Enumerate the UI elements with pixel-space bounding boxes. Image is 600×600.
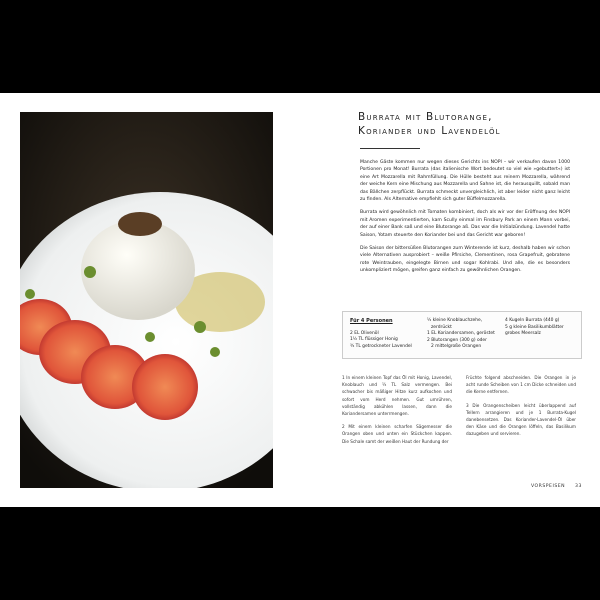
ingredient: zerdrückt (431, 324, 452, 330)
step: Früchte folgend abschneiden. Die Orangen in je acht runde Scheiben von 1 cm Dicke schneiden und die Kerne entfernen. (466, 375, 576, 395)
ingredient: 2 EL Olivenöl (350, 330, 379, 336)
section-name: VORSPEISEN (531, 484, 566, 489)
ingredient: 4 Kugeln Burrata (440 g) (505, 318, 560, 323)
page-number: 33 (575, 484, 582, 489)
step: 2 Mit einem kleinen scharfen Sägemesser die Orangen oben und unten ein Stückchen kappen. Die Schale samt der weißen Haut der Rundung der (342, 424, 452, 444)
servings-label: Für 4 Personen (350, 318, 393, 324)
page-footer (531, 484, 590, 489)
title-line-2: Koriander und Lavendelöl (358, 125, 501, 137)
intro-paragraph: Manche Gäste kommen nur wegen dieses Gerichts ins NOPI – wir verkaufen davon 1000 Portionen pro Monat! Burrata (das italienische Wort bedeutet so viel wie »gebuttert«) ist eine Art Mozzarella mit Rahmfüllung. Die Hülle besteht aus reinem Mozzarella, während der weiche Kern eine Mischung aus Mozzarella und Sahne ist, die herausquillt, sobald man das Bällchen zerpflückt. Burrata schmeckt unvergleichlich, ist aber leider nicht ganz leicht zu finden. Als Alternative empfiehlt sich guter Büffelmozzarella. (360, 160, 570, 203)
ingredient: 5 g kleine Basilikumblätter (505, 324, 564, 330)
ingredients-column-2 (427, 318, 502, 351)
title-divider (360, 148, 420, 149)
dish-photo (20, 112, 273, 488)
ingredients-box (342, 311, 582, 359)
intro-paragraph: Die Saison der bittersüßen Blutorangen zum Winterende ist kurz, deshalb haben wir schon viele Alternativen ausprobiert – weiße Pfirsiche, Clementinen, rosa Grapefruit, gebratene rote Weintrauben, eingelegte Birnen und sogar Kohlrabi. Und alle, die es besonders unkompliziert mögen, greifen ganz einfach zu gewöhnlichen Orangen. (360, 246, 570, 274)
ingredient: 1½ TL flüssiger Honig (350, 337, 398, 343)
recipe-intro (360, 159, 570, 281)
steps-column-left (342, 374, 452, 451)
step: 1 In einem kleinen Topf das Öl mit Honig, Lavendel, Knoblauch und ¼ TL Salz vermengen. Bei schwacher bis mäßiger Hitze kurz aufkochen und sofort vom Herd nehmen. Gut umrühren, vollständig abkühlen lassen, dann die Koriandersamen unterrmengen. (342, 375, 452, 417)
recipe-title (358, 110, 588, 138)
steps-column-right (466, 374, 576, 444)
ingredient: ½ kleine Knoblauchzehe, (427, 318, 483, 323)
ingredient: ¾ TL getrockneter Lavendel (350, 343, 412, 349)
ingredients-column-3 (505, 318, 577, 338)
ingredient: 2 Blutorangen (300 g) oder (427, 337, 487, 343)
ingredient: 1 EL Koriandersamen, geröstet (427, 331, 495, 337)
book-spread (0, 93, 600, 507)
intro-paragraph: Burrata wird gewöhnlich mit Tomaten kombiniert, doch als wir vor der Eröffnung des NOPI mit Aromen experimentierten, kam Scully einmal im Finsbury Park an einem Mann vorbei, der auf einer Bank saß und eine Blutorange aß. Das war die Initialzündung. Lavendel hatte Saison, Yotam steuerte den Koriander bei und das Gericht war geboren! (360, 210, 570, 238)
title-line-1: Burrata mit Blutorange, (358, 111, 493, 123)
ingredient: 2 mittelgroße Orangen (431, 344, 482, 350)
ingredient: grobes Meersalz (505, 331, 541, 337)
ingredients-column-1 (350, 318, 425, 350)
step: 3 Die Orangenscheiben leicht überlappend auf Tellern arrangieren und je 1 Burrata-Kugel danebensetzen. Das Koriander-Lavendel-Öl über den Käse und die Orangen löffeln, das Basilikum dazugeben und servieren. (466, 402, 576, 437)
